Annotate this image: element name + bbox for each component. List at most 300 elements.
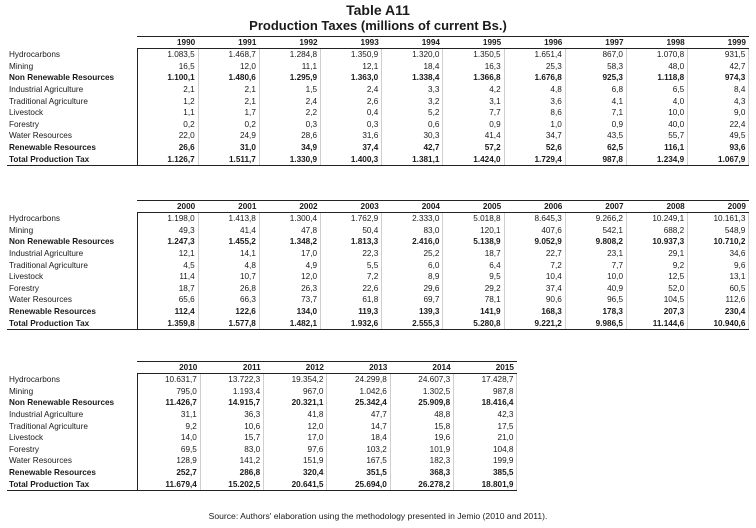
table-cell: 18.801,9 — [454, 478, 517, 490]
table-cell: 407,6 — [504, 225, 565, 237]
table-cell: 15,7 — [200, 432, 263, 444]
table-cell: 0,3 — [321, 119, 382, 131]
table-cell: 96,5 — [565, 294, 626, 306]
table-row — [7, 386, 517, 398]
row-label: Water Resources — [9, 456, 72, 466]
table-cell: 112,6 — [688, 294, 749, 306]
table-cell: 9,0 — [688, 107, 749, 119]
year-header: 2003 — [321, 201, 382, 213]
table-cell: 23,1 — [565, 248, 626, 260]
table-cell: 9,5 — [443, 271, 504, 283]
year-header: 2009 — [688, 201, 749, 213]
table-cell: 15,8 — [390, 420, 453, 432]
table-cell: 5.280,8 — [443, 317, 504, 329]
table-cell: 286,8 — [200, 467, 263, 479]
table-cell: 17.428,7 — [454, 374, 517, 386]
table-cell: 12,0 — [264, 420, 327, 432]
table-row — [7, 294, 749, 306]
table-cell: 6,8 — [565, 84, 626, 96]
table-cell: 0,3 — [259, 119, 320, 131]
table-cell: 20.321,1 — [264, 397, 327, 409]
row-label: Renewable Resources — [9, 143, 96, 153]
table-cell: 93,6 — [688, 142, 749, 154]
table-cell: 688,2 — [627, 225, 688, 237]
table-cell: 351,5 — [327, 467, 390, 479]
table-cell: 1.482,1 — [259, 317, 320, 329]
table-cell: 101,9 — [390, 444, 453, 456]
table-cell: 178,3 — [565, 306, 626, 318]
table-cell: 1.651,4 — [504, 49, 565, 61]
table-cell: 8,6 — [504, 107, 565, 119]
table-2000-2009 — [7, 200, 749, 330]
table-cell: 141,9 — [443, 306, 504, 318]
table-cell: 1.455,2 — [198, 236, 259, 248]
table-cell: 10,7 — [198, 271, 259, 283]
year-header: 2008 — [627, 201, 688, 213]
title-block — [0, 0, 756, 33]
table-cell: 104,8 — [454, 444, 517, 456]
year-header: 2014 — [390, 362, 453, 374]
year-header: 1996 — [504, 37, 565, 49]
table-cell: 2,1 — [198, 84, 259, 96]
table-cell: 1.247,3 — [137, 236, 198, 248]
row-label: Non Renewable Resources — [9, 398, 115, 408]
year-header: 1999 — [688, 37, 749, 49]
table-cell: 1.468,7 — [198, 49, 259, 61]
table-cell: 13.722,3 — [200, 374, 263, 386]
table-cell: 1.350,9 — [321, 49, 382, 61]
table-cell: 320,4 — [264, 467, 327, 479]
table-cell: 230,4 — [688, 306, 749, 318]
table-cell: 542,1 — [565, 225, 626, 237]
table-cell: 368,3 — [390, 467, 453, 479]
table-cell: 9,2 — [137, 420, 200, 432]
table-cell: 49,3 — [137, 225, 198, 237]
table-cell: 6,5 — [627, 84, 688, 96]
table-cell: 29,1 — [627, 248, 688, 260]
table-cell: 47,8 — [259, 225, 320, 237]
row-label: Non Renewable Resources — [9, 73, 115, 83]
table-row — [7, 49, 749, 61]
table-cell: 50,4 — [321, 225, 382, 237]
table-cell: 73,7 — [259, 294, 320, 306]
table-cell: 20.641,5 — [264, 478, 327, 490]
table-cell: 90,6 — [504, 294, 565, 306]
table-cell: 2,6 — [321, 95, 382, 107]
table-cell: 7,7 — [443, 107, 504, 119]
year-header: 2011 — [200, 362, 263, 374]
row-label: Livestock — [9, 433, 44, 443]
row-label: Hydrocarbons — [9, 50, 60, 60]
row-label: Hydrocarbons — [9, 214, 60, 224]
table-cell: 122,6 — [198, 306, 259, 318]
table-cell: 168,3 — [504, 306, 565, 318]
table-cell: 795,0 — [137, 386, 200, 398]
table-cell: 26,8 — [198, 283, 259, 295]
table-row — [7, 271, 749, 283]
table-cell: 57,2 — [443, 142, 504, 154]
table-cell: 1.338,4 — [382, 72, 443, 84]
table-cell: 52,6 — [504, 142, 565, 154]
row-label: Non Renewable Resources — [9, 237, 115, 247]
table-cell: 7,2 — [321, 271, 382, 283]
table-cell: 5,2 — [382, 107, 443, 119]
table-cell: 931,5 — [688, 49, 749, 61]
row-label: Forestry — [9, 119, 40, 129]
table-cell: 11,1 — [259, 61, 320, 73]
table-cell: 1.083,5 — [137, 49, 198, 61]
table-cell: 22,7 — [504, 248, 565, 260]
table-cell: 104,5 — [627, 294, 688, 306]
table-cell: 34,9 — [259, 142, 320, 154]
table-cell: 29,2 — [443, 283, 504, 295]
table-cell: 1.366,8 — [443, 72, 504, 84]
table-cell: 1.363,0 — [321, 72, 382, 84]
table-cell: 22,4 — [688, 119, 749, 131]
table-cell: 4,0 — [627, 95, 688, 107]
table-cell: 47,7 — [327, 409, 390, 421]
table-cell: 10.161,3 — [688, 213, 749, 225]
table-cell: 10.249,1 — [627, 213, 688, 225]
table-cell: 1.300,4 — [259, 213, 320, 225]
table-cell: 1.067,9 — [688, 153, 749, 165]
year-header: 1993 — [321, 37, 382, 49]
table-cell: 19.354,2 — [264, 374, 327, 386]
table-cell: 548,9 — [688, 225, 749, 237]
table-cell: 62,5 — [565, 142, 626, 154]
table-cell: 41,8 — [264, 409, 327, 421]
table-cell: 3,3 — [382, 84, 443, 96]
table-cell: 9.221,2 — [504, 317, 565, 329]
row-label: Total Production Tax — [7, 478, 137, 490]
table-cell: 2.333,0 — [382, 213, 443, 225]
table-row — [7, 397, 517, 409]
table-cell: 1.070,8 — [627, 49, 688, 61]
year-header: 1995 — [443, 37, 504, 49]
year-header: 2000 — [137, 201, 198, 213]
table-cell: 1.350,5 — [443, 49, 504, 61]
year-header: 2013 — [327, 362, 390, 374]
row-label: Industrial Agriculture — [9, 249, 84, 259]
table-row — [7, 467, 517, 479]
year-header: 2002 — [259, 201, 320, 213]
table-cell: 1.126,7 — [137, 153, 198, 165]
year-header: 2007 — [565, 201, 626, 213]
source-note: Source: Authors' elaboration using the methodology presented in Jemio (2010 and 2011). — [208, 511, 548, 521]
table-cell: 14,0 — [137, 432, 200, 444]
table-cell: 11.426,7 — [137, 397, 200, 409]
year-header: 1990 — [137, 37, 198, 49]
year-header: 1997 — [565, 37, 626, 49]
table-cell: 0,6 — [382, 119, 443, 131]
table-cell: 10.940,6 — [688, 317, 749, 329]
table-cell: 967,0 — [264, 386, 327, 398]
table-cell: 4,2 — [443, 84, 504, 96]
table-cell: 112,4 — [137, 306, 198, 318]
table-cell: 9,6 — [688, 259, 749, 271]
table-row — [7, 153, 749, 165]
table-cell: 0,4 — [321, 107, 382, 119]
table-cell: 1.676,8 — [504, 72, 565, 84]
table-cell: 97,6 — [264, 444, 327, 456]
table-cell: 385,5 — [454, 467, 517, 479]
table-cell: 252,7 — [137, 467, 200, 479]
year-header: 1998 — [627, 37, 688, 49]
table-row — [7, 283, 749, 295]
table-cell: 119,3 — [321, 306, 382, 318]
table-cell: 26.278,2 — [390, 478, 453, 490]
table-cell: 42,7 — [382, 142, 443, 154]
table-row — [7, 444, 517, 456]
table-cell: 42,3 — [454, 409, 517, 421]
year-header: 2006 — [504, 201, 565, 213]
table-cell: 3,6 — [504, 95, 565, 107]
table-cell: 22,0 — [137, 130, 198, 142]
table-cell: 22,3 — [321, 248, 382, 260]
table-cell: 987,8 — [565, 153, 626, 165]
table-cell: 2.416,0 — [382, 236, 443, 248]
table-cell: 25,2 — [382, 248, 443, 260]
table-cell: 1.381,1 — [382, 153, 443, 165]
table-cell: 26,6 — [137, 142, 198, 154]
table-cell: 4,9 — [259, 259, 320, 271]
table-cell: 9.808,2 — [565, 236, 626, 248]
table-cell: 4,8 — [504, 84, 565, 96]
table-cell: 42,7 — [688, 61, 749, 73]
table-cell: 22,6 — [321, 283, 382, 295]
table-cell: 34,7 — [504, 130, 565, 142]
table-cell: 9,2 — [627, 259, 688, 271]
table-cell: 19,6 — [390, 432, 453, 444]
row-label: Renewable Resources — [9, 468, 96, 478]
table-cell: 5,5 — [321, 259, 382, 271]
table-cell: 1.042,6 — [327, 386, 390, 398]
table-cell: 12,1 — [137, 248, 198, 260]
header-row — [7, 201, 749, 213]
table-cell: 1,1 — [137, 107, 198, 119]
table-cell: 141,2 — [200, 455, 263, 467]
table-cell: 16,5 — [137, 61, 198, 73]
row-label: Livestock — [9, 272, 44, 282]
table-cell: 41,4 — [443, 130, 504, 142]
table-cell: 12,1 — [321, 61, 382, 73]
table-cell: 5.138,9 — [443, 236, 504, 248]
table-cell: 867,0 — [565, 49, 626, 61]
table-cell: 1.193,4 — [200, 386, 263, 398]
table-cell: 1.511,7 — [198, 153, 259, 165]
table-cell: 10.937,3 — [627, 236, 688, 248]
row-label: Mining — [9, 225, 34, 235]
table-cell: 12,0 — [198, 61, 259, 73]
year-header: 2004 — [382, 201, 443, 213]
table-cell: 1.729,4 — [504, 153, 565, 165]
row-label: Forestry — [9, 444, 40, 454]
table-cell: 10,4 — [504, 271, 565, 283]
table-cell: 16,3 — [443, 61, 504, 73]
table-2010-2015 — [7, 361, 517, 491]
table-cell: 29,6 — [382, 283, 443, 295]
table-cell: 24.299,8 — [327, 374, 390, 386]
table-cell: 2,2 — [259, 107, 320, 119]
table-row — [7, 84, 749, 96]
table-cell: 1.577,8 — [198, 317, 259, 329]
table-cell: 18,4 — [382, 61, 443, 73]
table-row — [7, 213, 749, 225]
table-cell: 18,7 — [443, 248, 504, 260]
table-cell: 7,2 — [504, 259, 565, 271]
row-label: Total Production Tax — [7, 317, 137, 329]
table-row — [7, 72, 749, 84]
table-cell: 987,8 — [454, 386, 517, 398]
table-cell: 2,1 — [198, 95, 259, 107]
table-row — [7, 95, 749, 107]
table-cell: 6,4 — [443, 259, 504, 271]
table-cell: 3,2 — [382, 95, 443, 107]
table-row — [7, 236, 749, 248]
table-cell: 36,3 — [200, 409, 263, 421]
row-label: Hydrocarbons — [9, 375, 60, 385]
table-cell: 66,3 — [198, 294, 259, 306]
table-cell: 199,9 — [454, 455, 517, 467]
table-cell: 48,8 — [390, 409, 453, 421]
table-cell: 4,3 — [688, 95, 749, 107]
table-cell: 17,5 — [454, 420, 517, 432]
table-cell: 1.348,2 — [259, 236, 320, 248]
table-cell: 65,6 — [137, 294, 198, 306]
table-cell: 1.302,5 — [390, 386, 453, 398]
row-label: Water Resources — [9, 295, 72, 305]
table-cell: 43,5 — [565, 130, 626, 142]
table-cell: 4,8 — [198, 259, 259, 271]
table-cell: 120,1 — [443, 225, 504, 237]
table-cell: 10,6 — [200, 420, 263, 432]
table-cell: 1.813,3 — [321, 236, 382, 248]
table-cell: 7,7 — [565, 259, 626, 271]
table-cell: 37,4 — [504, 283, 565, 295]
table-cell: 78,1 — [443, 294, 504, 306]
table-cell: 1.359,8 — [137, 317, 198, 329]
row-label: Traditional Agriculture — [9, 96, 88, 106]
table-cell: 207,3 — [627, 306, 688, 318]
table-cell: 3,1 — [443, 95, 504, 107]
table-cell: 116,1 — [627, 142, 688, 154]
year-header: 1994 — [382, 37, 443, 49]
row-label: Mining — [9, 61, 34, 71]
table-cell: 8.645,3 — [504, 213, 565, 225]
table-cell: 21,0 — [454, 432, 517, 444]
row-label: Total Production Tax — [7, 153, 137, 165]
table-cell: 83,0 — [200, 444, 263, 456]
table-cell: 24,9 — [198, 130, 259, 142]
table-cell: 40,0 — [627, 119, 688, 131]
table-cell: 1.932,6 — [321, 317, 382, 329]
table-cell: 24.607,3 — [390, 374, 453, 386]
table-cell: 2.555,3 — [382, 317, 443, 329]
row-label: Renewable Resources — [9, 307, 96, 317]
row-label: Livestock — [9, 108, 44, 118]
table-cell: 14,7 — [327, 420, 390, 432]
table-cell: 1.424,0 — [443, 153, 504, 165]
table-row — [7, 130, 749, 142]
table-cell: 0,2 — [137, 119, 198, 131]
year-header: 2015 — [454, 362, 517, 374]
table-cell: 1.284,8 — [259, 49, 320, 61]
table-cell: 7,1 — [565, 107, 626, 119]
table-cell: 48,0 — [627, 61, 688, 73]
table-cell: 182,3 — [390, 455, 453, 467]
table-cell: 167,5 — [327, 455, 390, 467]
table-cell: 17,0 — [264, 432, 327, 444]
table-cell: 10,0 — [565, 271, 626, 283]
table-cell: 25.342,4 — [327, 397, 390, 409]
year-header: 1991 — [198, 37, 259, 49]
table-cell: 10,0 — [627, 107, 688, 119]
table-row — [7, 478, 517, 490]
table-row — [7, 119, 749, 131]
table-row — [7, 420, 517, 432]
year-header: 1992 — [259, 37, 320, 49]
table-cell: 40,9 — [565, 283, 626, 295]
row-label: Traditional Agriculture — [9, 421, 88, 431]
table-cell: 4,5 — [137, 259, 198, 271]
row-label: Water Resources — [9, 131, 72, 141]
table-cell: 60,5 — [688, 283, 749, 295]
table-cell: 49,5 — [688, 130, 749, 142]
table-cell: 69,5 — [137, 444, 200, 456]
table-row — [7, 432, 517, 444]
table-cell: 5.018,8 — [443, 213, 504, 225]
table-cell: 9.986,5 — [565, 317, 626, 329]
table-cell: 1.100,1 — [137, 72, 198, 84]
year-header: 2005 — [443, 201, 504, 213]
row-label: Industrial Agriculture — [9, 410, 84, 420]
table-cell: 1,7 — [198, 107, 259, 119]
table-cell: 8,9 — [382, 271, 443, 283]
table-cell: 1.234,9 — [627, 153, 688, 165]
table-cell: 14,1 — [198, 248, 259, 260]
table-cell: 25,3 — [504, 61, 565, 73]
row-label: Mining — [9, 386, 34, 396]
table-cell: 30,3 — [382, 130, 443, 142]
table-cell: 25.909,8 — [390, 397, 453, 409]
table-cell: 17,0 — [259, 248, 320, 260]
row-label: Industrial Agriculture — [9, 85, 84, 95]
table-row — [7, 142, 749, 154]
table-cell: 0,2 — [198, 119, 259, 131]
table-row — [7, 259, 749, 271]
table-cell: 1.480,6 — [198, 72, 259, 84]
header-row — [7, 362, 517, 374]
table-cell: 28,6 — [259, 130, 320, 142]
table-row — [7, 317, 749, 329]
table-cell: 1.330,9 — [259, 153, 320, 165]
table-cell: 1.400,3 — [321, 153, 382, 165]
table-cell: 12,5 — [627, 271, 688, 283]
header-row — [7, 37, 749, 49]
table-cell: 18.416,4 — [454, 397, 517, 409]
table-cell: 69,7 — [382, 294, 443, 306]
table-cell: 31,0 — [198, 142, 259, 154]
table-cell: 2,4 — [321, 84, 382, 96]
row-label: Forestry — [9, 283, 40, 293]
year-header: 2010 — [137, 362, 200, 374]
table-cell: 103,2 — [327, 444, 390, 456]
table-row — [7, 225, 749, 237]
table-cell: 9.266,2 — [565, 213, 626, 225]
table-row — [7, 107, 749, 119]
table-cell: 18,4 — [327, 432, 390, 444]
table-cell: 1,5 — [259, 84, 320, 96]
